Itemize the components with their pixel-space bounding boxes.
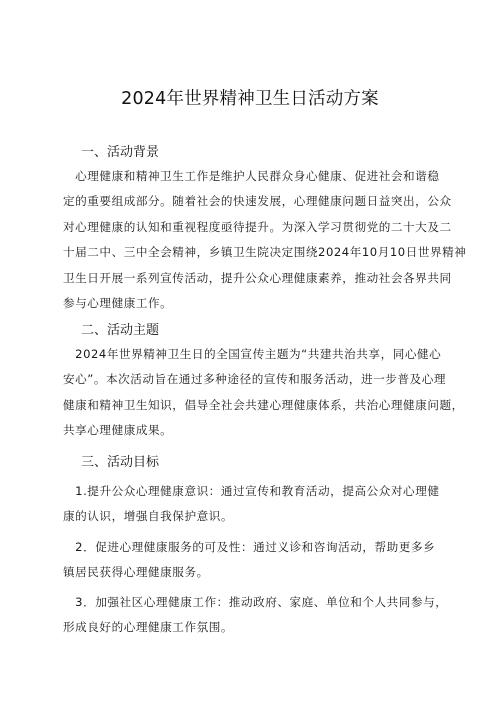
paragraph-line: 十届二中、三中全会精神，乡镇卫生院决定围绕2024年10月10日世界精神 <box>63 245 467 260</box>
paragraph-line: 共享心理健康成果。 <box>63 423 173 438</box>
paragraph-line: 定的重要组成部分。随着社会的快速发展，心理健康问题日益突出，公众 <box>63 194 452 209</box>
paragraph-line: 1.提升公众心理健康意识：通过宣传和教育活动，提高公众对心理健 <box>63 484 440 498</box>
paragraph-line: 2024年世界精神卫生日的全国宣传主题为“共建共治共享，同心健心 <box>63 347 442 361</box>
section-heading-theme: 二、活动主题 <box>81 323 160 338</box>
section-heading-goals: 三、活动目标 <box>81 455 160 470</box>
paragraph-line: 心理健康和精神卫生工作是维护人民群众身心健康、促进社会和谐稳 <box>63 169 440 183</box>
document-title: 2024年世界精神卫生日活动方案 <box>121 89 379 109</box>
paragraph-line: 镇居民获得心理健康服务。 <box>63 565 209 580</box>
section-heading-background: 一、活动背景 <box>81 145 160 160</box>
paragraph-line: 对心理健康的认知和重视程度亟待提升。为深入学习贯彻党的二十大及二 <box>63 219 452 234</box>
paragraph-line: 形成良好的心理健康工作氛围。 <box>63 620 234 635</box>
paragraph-line: 康的认识，增强自我保护意识。 <box>63 509 234 524</box>
paragraph-line: 3．加强社区心理健康工作：推动政府、家庭、单位和个人共同参与， <box>63 595 448 609</box>
paragraph-line: 2．促进心理健康服务的可及性：通过义诊和咨询活动，帮助更多乡 <box>63 540 436 554</box>
paragraph-line: 安心”。本次活动旨在通过多种途径的宣传和服务活动，进一步普及心理 <box>63 372 447 387</box>
section-paragraph-background <box>63 164 467 316</box>
paragraph-line: 卫生日开展一系列宣传活动，提升公众心理健康素养，推动社会各界共同 <box>63 270 452 285</box>
goal-item-3 <box>63 590 453 641</box>
paragraph-line: 健康和精神卫生知识，倡导全社会共建心理健康体系，共治心理健康问题， <box>63 397 464 412</box>
goal-item-2 <box>63 535 453 586</box>
section-paragraph-theme <box>63 342 464 444</box>
paragraph-line: 参与心理健康工作。 <box>63 296 173 311</box>
goal-item-1 <box>63 479 453 530</box>
